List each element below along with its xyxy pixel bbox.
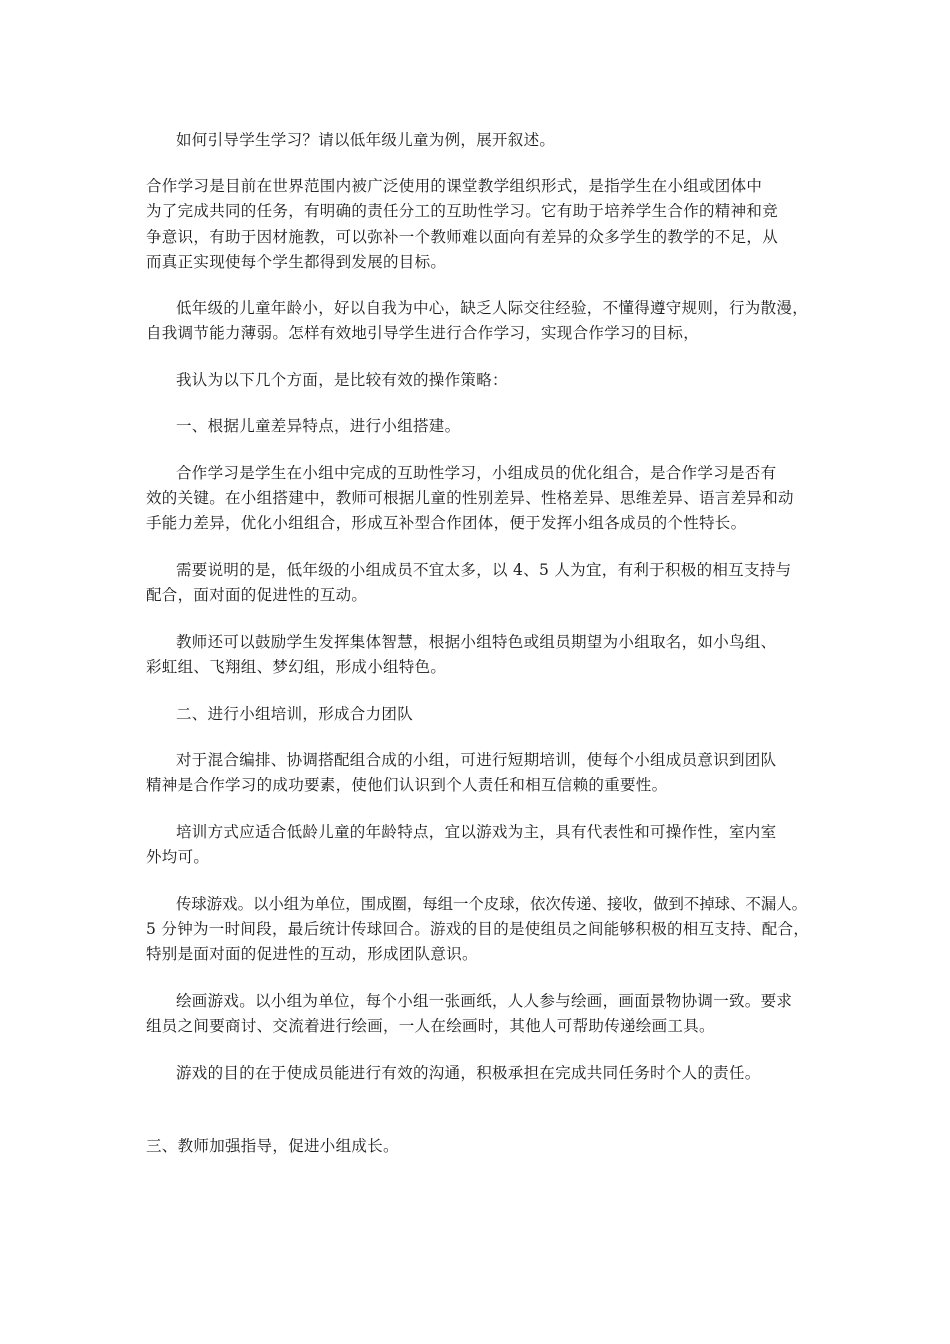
paragraph-line: 教师还可以鼓励学生发挥集体智慧，根据小组特色或组员期望为小组取名，如小鸟组、 [176,633,777,651]
paragraph-line: 自我调节能力薄弱。怎样有效地引导学生进行合作学习，实现合作学习的目标， [146,324,700,342]
paragraph-line: 5 分钟为一时间段，最后统计传球回合。游戏的目的是使组员之间能够积极的相互支持、配合， [146,920,810,938]
paragraph-line: 我认为以下几个方面，是比较有效的操作策略： [176,371,508,389]
paragraph-line: 彩虹组、飞翔组、梦幻组，形成小组特色。 [146,658,447,676]
paragraph-line: 外均可。 [146,848,210,866]
paragraph-line: 传球游戏。以小组为单位，围成圈，每组一个皮球，依次传递、接收，做到不掉球、不漏人。 [176,895,808,913]
section-heading: 三、教师加强指导，促进小组成长。 [146,1137,399,1155]
paragraph-line: 争意识，有助于因材施教，可以弥补一个教师难以面向有差异的众多学生的教学的不足，从 [146,228,779,246]
paragraph-line: 低年级的儿童年龄小，好以自我为中心，缺乏人际交往经验，不懂得遵守规则，行为散漫， [176,299,809,317]
paragraph-line: 组员之间要商讨、交流着进行绘画，一人在绘画时，其他人可帮助传递绘画工具。 [146,1017,715,1035]
paragraph-line: 而真正实现使每个学生都得到发展的目标。 [146,253,447,271]
paragraph-line: 配合，面对面的促进性的互动。 [146,586,368,604]
section-heading: 二、进行小组培训，形成合力团队 [176,705,414,723]
paragraph-line: 需要说明的是，低年级的小组成员不宜太多，以 4、5 人为宜，有利于积极的相互支持与 [176,561,792,579]
paragraph-line: 培训方式应适合低龄儿童的年龄特点，宜以游戏为主，具有代表性和可操作性，室内室 [176,823,777,841]
paragraph-line: 效的关键。在小组搭建中，教师可根据儿童的性别差异、性格差异、思维差异、语言差异和动 [146,489,794,507]
paragraph-line: 特别是面对面的促进性的互动，形成团队意识。 [146,945,478,963]
paragraph-line: 合作学习是目前在世界范围内被广泛使用的课堂教学组织形式，是指学生在小组或团体中 [146,177,763,195]
paragraph-line: 合作学习是学生在小组中完成的互助性学习，小组成员的优化组合，是合作学习是否有 [176,464,777,482]
paragraph-line: 精神是合作学习的成功要素，使他们认识到个人责任和相互信赖的重要性。 [146,776,668,794]
paragraph-line: 游戏的目的在于使成员能进行有效的沟通，积极承担在完成共同任务时个人的责任。 [176,1064,761,1082]
section-heading: 一、根据儿童差异特点，进行小组搭建。 [176,417,461,435]
paragraph-line: 手能力差异，优化小组组合，形成互补型合作团体，便于发挥小组各成员的个性特长。 [146,514,747,532]
paragraph-line: 绘画游戏。以小组为单位，每个小组一张画纸，人人参与绘画，画面景物协调一致。要求 [176,992,793,1010]
question-heading: 如何引导学生学习？请以低年级儿童为例，展开叙述。 [176,131,556,149]
paragraph-line: 为了完成共同的任务，有明确的责任分工的互助性学习。它有助于培养学生合作的精神和竞 [146,202,779,220]
paragraph-line: 对于混合编排、协调搭配组合成的小组，可进行短期培训，使每个小组成员意识到团队 [176,751,777,769]
